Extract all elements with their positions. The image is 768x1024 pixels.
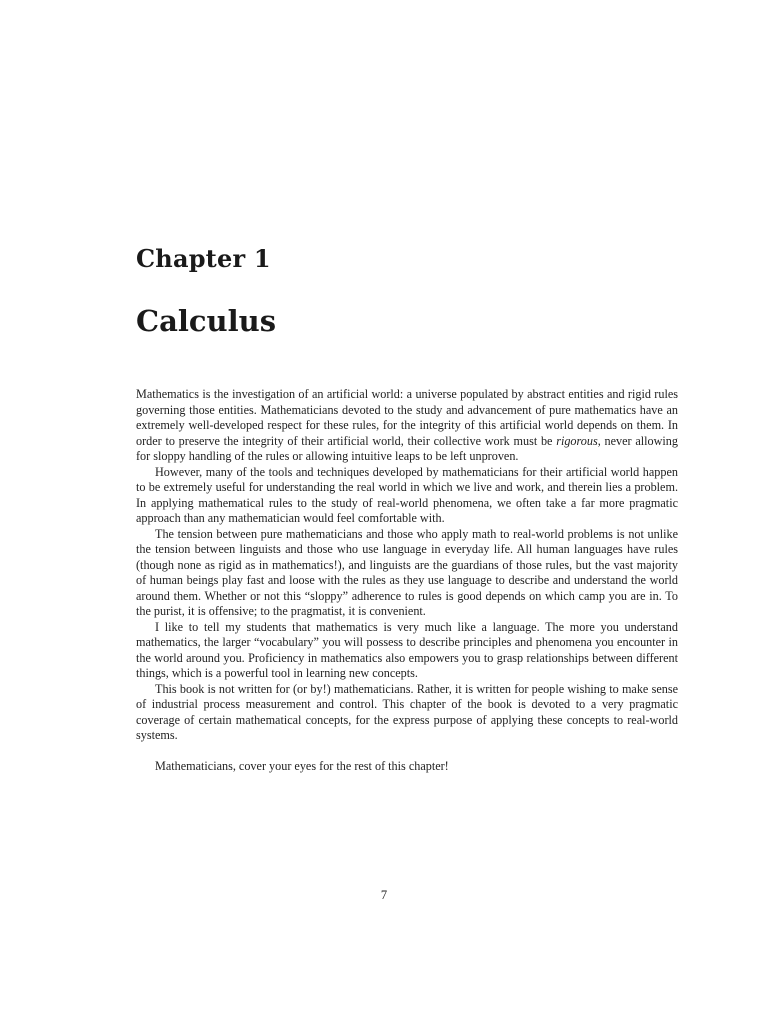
- paragraph-tension: The tension between pure mathematicians and those who apply math to real-world problems is not unlike the tension between linguists and those who use language in everyday life. All human languages have rules (though none as rigid as in mathematics!), and linguists are the guardians of those rules, but the vast majority of human beings play fast and loose with the rules as they use language to describe and understand the world around them. Whether or not this “sloppy” adherence to rules is good depends on which camp you are in. To the purist, it is offensive; to the pragmatist, it is convenient.: [136, 526, 678, 618]
- chapter-title: Calculus: [136, 304, 277, 338]
- page-number: 7: [380, 888, 388, 902]
- paragraph-language: I like to tell my students that mathematics is very much like a language. The more you understand mathematics, the larger “vocabulary” you will possess to describe principles and phenomena you encounter in the world around you. Proficiency in mathematics also empowers you to grasp relationships between different things, which is a powerful tool in learning new concepts.: [136, 619, 678, 680]
- chapter-body: [136, 387, 678, 775]
- chapter-label: Chapter 1: [136, 244, 271, 273]
- emphasis-rigorous: rigorous: [556, 433, 598, 448]
- paragraph-intro: [136, 387, 678, 465]
- paragraph-pragmatic: However, many of the tools and techniques developed by mathematicians for their artificial world happen to be extremely useful for understanding the real world in which we live and work, and therein lies a problem. In applying mathematical rules to the study of real-world phenomena, we often take a far more pragmatic approach than any mathematician would feel comfortable with.: [136, 464, 678, 525]
- paragraph-closing: Mathematicians, cover your eyes for the rest of this chapter!: [155, 759, 449, 773]
- paragraph-audience: This book is not written for (or by!) mathematicians. Rather, it is written for people wishing to make sense of industrial process measurement and control. This chapter of the book is devoted to a very pragmatic coverage of certain mathematical concepts, for the express purpose of applying these concepts to real-world systems.: [136, 681, 678, 742]
- paragraph-intro-text: Mathematics is the investigation of an artificial world: a universe populated by abstract entities and rigid rules governing those entities. Mathematicians devoted to the study and advancement of pure mathematics have an extremely well-developed respect for these rules, for the integrity of this artificial world depends on them. In order to preserve the integrity of their artificial world, their collective work must be: [136, 387, 678, 448]
- paragraph-intro-text-end: , never allowing for sloppy handling of the rules or allowing intuitive leaps to be left unproven.: [136, 433, 678, 463]
